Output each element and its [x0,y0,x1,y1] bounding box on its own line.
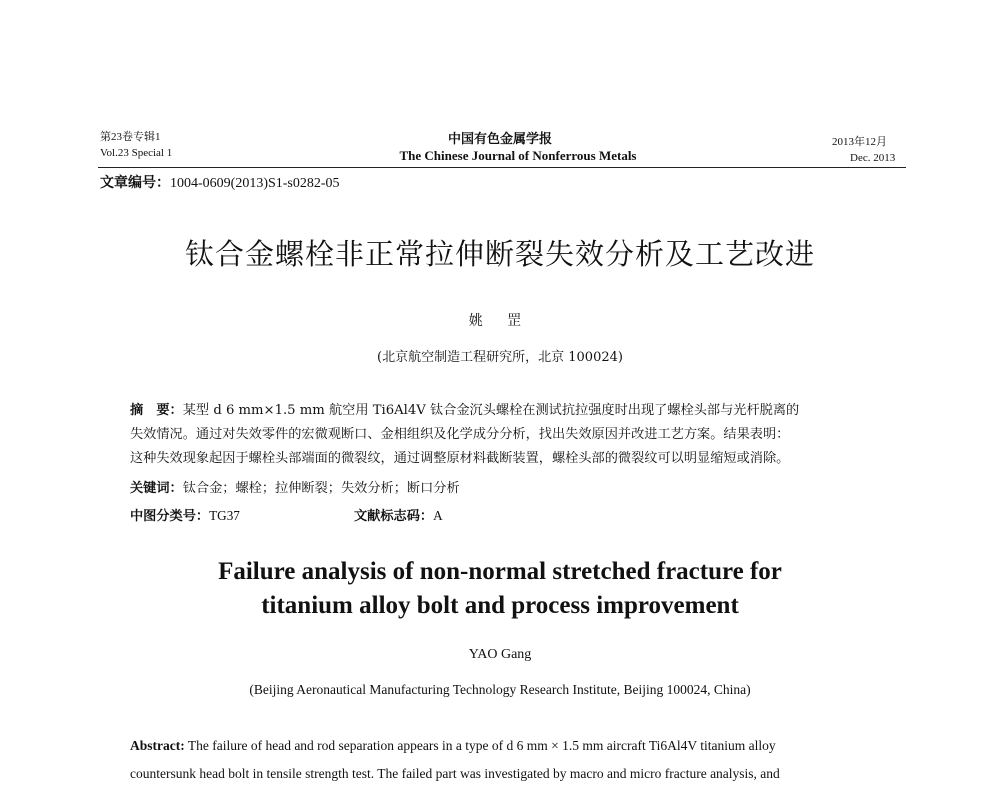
abstract-zh-line-2: 失效情况。通过对失效零件的宏微观断口、金相组织及化学成分分析，找出失效原因并改进工艺方案。结果表明： [130,427,790,442]
volume-zh: 第23卷专辑1 [100,131,161,143]
paper-title-en-line-2: titanium alloy bolt and process improvement [261,592,739,619]
paper-title-en-line-1: Failure analysis of non-normal stretched fracture for [218,558,782,585]
document-code [354,504,443,529]
article-number-label: 文章编号： [100,175,170,191]
abstract-zh-line-3: 这种失效现象起因于螺栓头部端面的微裂纹，通过调整原材料截断装置，螺栓头部的微裂纹可以明显缩短或消除。 [130,451,790,466]
abstract-zh [130,399,799,471]
clc-value: TG37 [209,508,240,523]
paper-title-en [0,555,1000,623]
document-code-value: A [433,508,443,523]
volume-en: Vol.23 Special 1 [100,147,173,159]
keywords-label: 关键词： [130,481,183,496]
document-code-label: 文献标志码： [354,509,434,524]
abstract-zh-line-1: 摘 要：某型 d 6 mm×1.5 mm 航空用 Ti6Al4V 钛合金沉头螺栓在测试抗拉强度时出现了螺栓头部与光杆脱离的 [130,403,800,418]
journal-title-en: The Chinese Journal of Nonferrous Metals [399,148,637,163]
abstract-en-label: Abstract: [130,738,185,753]
header-rule [98,167,906,168]
abstract-en [130,732,780,788]
clc-number [130,504,240,529]
issue-date-en: Dec. 2013 [850,152,896,164]
article-number [100,172,340,192]
affiliation-en: (Beijing Aeronautical Manufacturing Technology Research Institute, Beijing 100024, China) [249,682,751,697]
article-number-value: 1004-0609(2013)S1-s0282-05 [170,176,340,191]
author-zh: 姚 罡 [468,313,532,329]
journal-title-zh: 中国有色金属学报 [447,132,552,147]
keywords-value: 钛合金；螺栓；拉伸断裂；失效分析；断口分析 [182,481,460,496]
affiliation-zh: (北京航空制造工程研究所，北京 100024) [377,350,623,365]
abstract-zh-label: 摘 要： [130,403,183,418]
issue-date-zh: 2013年12月 [832,136,887,148]
clc-label: 中图分类号： [130,509,210,524]
keywords-zh [130,477,460,501]
abstract-en-line-2: countersunk head bolt in tensile strength test. The failed part was investigated by macro and micro fracture analysis, and [130,766,780,781]
abstract-en-line-1: Abstract: The failure of head and rod separation appears in a type of d 6 mm × 1.5 mm aircraft Ti6Al4V titanium alloy [130,738,776,753]
paper-title-zh: 钛合金螺栓非正常拉伸断裂失效分析及工艺改进 [184,237,815,271]
author-en: YAO Gang [468,647,532,662]
